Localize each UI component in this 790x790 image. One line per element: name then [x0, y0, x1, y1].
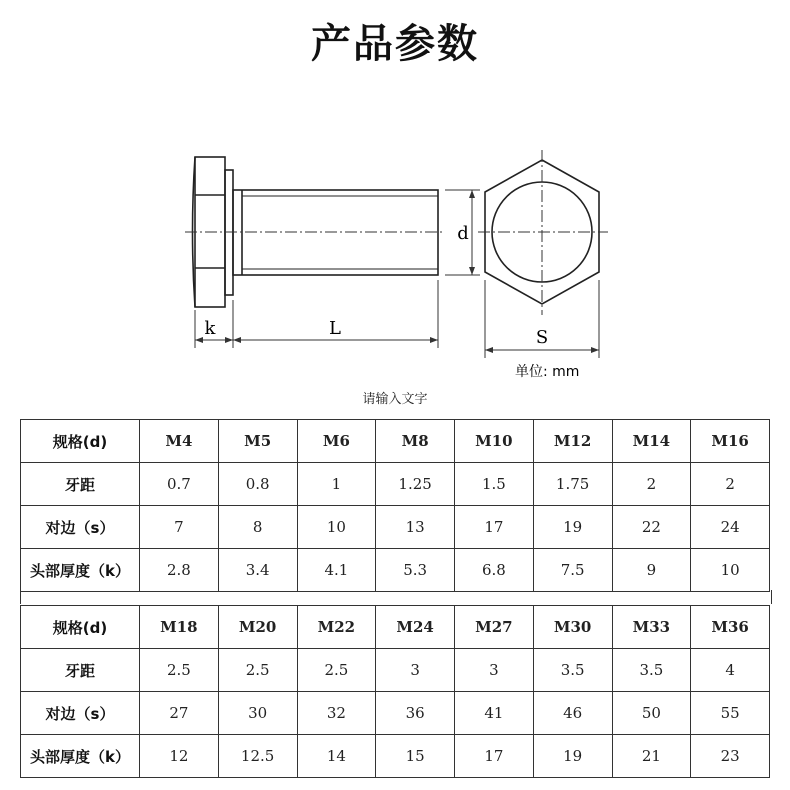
table-cell: M6 — [297, 420, 376, 463]
table-cell: 19 — [533, 506, 612, 549]
table-cell: 2.5 — [140, 649, 219, 692]
table-cell: M5 — [218, 420, 297, 463]
table-cell: M36 — [691, 606, 770, 649]
table-cell: M30 — [533, 606, 612, 649]
table-row — [21, 463, 770, 506]
row-label: 牙距 — [21, 463, 140, 506]
row-label: 规格(d) — [21, 606, 140, 649]
table-cell: 41 — [455, 692, 534, 735]
table-cell: 1.5 — [455, 463, 534, 506]
table-cell: 10 — [297, 506, 376, 549]
table-cell: 21 — [612, 735, 691, 778]
table-cell: 3.5 — [612, 649, 691, 692]
table-cell: M14 — [612, 420, 691, 463]
table-cell: 2.5 — [218, 649, 297, 692]
row-label: 对边（s） — [21, 506, 140, 549]
table-cell: M10 — [455, 420, 534, 463]
table-cell: 36 — [376, 692, 455, 735]
dim-d-label: d — [457, 223, 469, 244]
table-cell: M20 — [218, 606, 297, 649]
table-row — [21, 506, 770, 549]
table-cell: 7 — [140, 506, 219, 549]
table-cell: 1.75 — [533, 463, 612, 506]
table-cell: M27 — [455, 606, 534, 649]
table-cell: 23 — [691, 735, 770, 778]
table-cell: 9 — [612, 549, 691, 592]
table-cell: 1 — [297, 463, 376, 506]
table-row — [21, 420, 770, 463]
row-label: 牙距 — [21, 649, 140, 692]
table-separator — [20, 590, 772, 604]
table-cell: 15 — [376, 735, 455, 778]
table-cell: 2.5 — [297, 649, 376, 692]
table-cell: 32 — [297, 692, 376, 735]
page-title: 产品参数 — [311, 21, 479, 67]
table-cell: M16 — [691, 420, 770, 463]
table-cell: 3.5 — [533, 649, 612, 692]
table-cell: M12 — [533, 420, 612, 463]
spec-table-1 — [20, 419, 770, 592]
table-cell: 4.1 — [297, 549, 376, 592]
table-cell: 1.25 — [376, 463, 455, 506]
table-cell: 55 — [691, 692, 770, 735]
table-row — [21, 735, 770, 778]
table-cell: 2 — [691, 463, 770, 506]
table-cell: M24 — [376, 606, 455, 649]
table-cell: 22 — [612, 506, 691, 549]
dim-k-label: k — [204, 318, 216, 339]
table-cell: 14 — [297, 735, 376, 778]
table-row — [21, 606, 770, 649]
table-row — [21, 692, 770, 735]
table-cell: 3 — [455, 649, 534, 692]
bolt-drawing — [180, 140, 620, 385]
table-cell: 7.5 — [533, 549, 612, 592]
table-cell: 5.3 — [376, 549, 455, 592]
table-cell: M18 — [140, 606, 219, 649]
table-cell: M8 — [376, 420, 455, 463]
row-label: 规格(d) — [21, 420, 140, 463]
dim-L-label: L — [329, 318, 341, 339]
table-cell: 6.8 — [455, 549, 534, 592]
spec-table-2 — [20, 605, 770, 778]
table-cell: 2 — [612, 463, 691, 506]
table-cell: 13 — [376, 506, 455, 549]
table-cell: 12.5 — [218, 735, 297, 778]
table-cell: 46 — [533, 692, 612, 735]
dim-s-label: S — [535, 327, 549, 348]
table-cell: M4 — [140, 420, 219, 463]
table-cell: 30 — [218, 692, 297, 735]
table-cell: 24 — [691, 506, 770, 549]
table-row — [21, 649, 770, 692]
table-cell: 19 — [533, 735, 612, 778]
table-cell: 12 — [140, 735, 219, 778]
table-cell: 3.4 — [218, 549, 297, 592]
table-row — [21, 549, 770, 592]
row-label: 对边（s） — [21, 692, 140, 735]
row-label: 头部厚度（k） — [21, 549, 140, 592]
table-cell: 8 — [218, 506, 297, 549]
table-cell: 50 — [612, 692, 691, 735]
table-cell: M22 — [297, 606, 376, 649]
table-cell: 4 — [691, 649, 770, 692]
table-cell: 2.8 — [140, 549, 219, 592]
table-cell: 3 — [376, 649, 455, 692]
caption-text: 请输入文字 — [362, 392, 428, 407]
table-cell: 17 — [455, 506, 534, 549]
table-cell: M33 — [612, 606, 691, 649]
table-cell: 17 — [455, 735, 534, 778]
table-cell: 0.8 — [218, 463, 297, 506]
unit-label: 单位: mm — [515, 364, 580, 380]
table-cell: 0.7 — [140, 463, 219, 506]
row-label: 头部厚度（k） — [21, 735, 140, 778]
table-cell: 27 — [140, 692, 219, 735]
table-cell: 10 — [691, 549, 770, 592]
